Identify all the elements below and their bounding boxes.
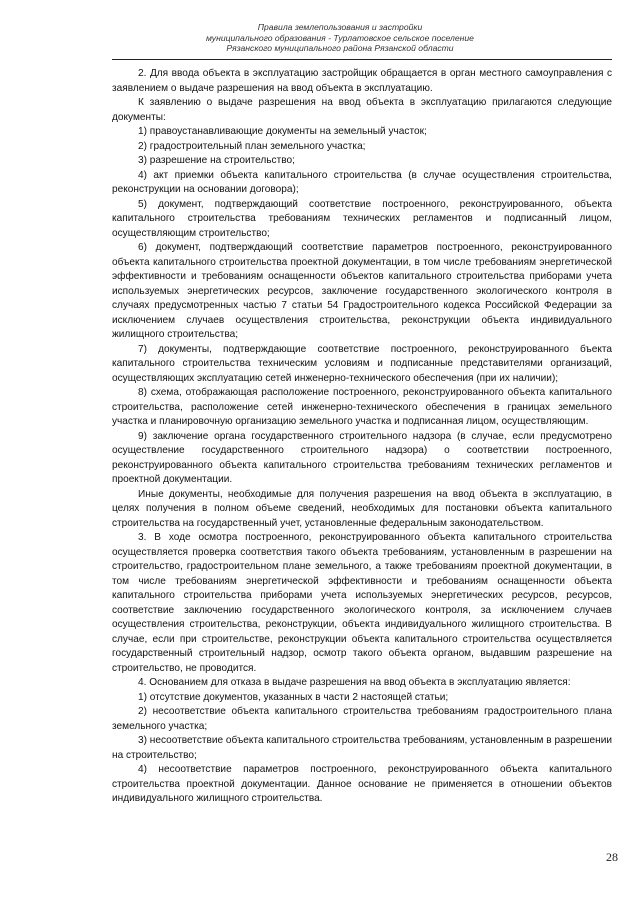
list-item: 1) правоустанавливающие документы на земельный участок; — [138, 126, 427, 137]
header-line-3: Рязанского муниципального района Рязанской области — [226, 43, 454, 53]
header-rule — [112, 59, 612, 60]
list-item: 5) документ, подтверждающий соответствие построенного, реконструированного, объекта капитального строительства требованиям технических регламентов и подписанный лицом, осуществляющим строительство; — [112, 198, 612, 239]
list-item: 1) отсутствие документов, указанных в части 2 настоящей статьи; — [138, 691, 449, 703]
list-item: 3) несоответствие объекта капитального строительства требованиям, установленным в разрешении на строительство; — [112, 735, 612, 761]
paragraph: К заявлению о выдаче разрешения на ввод объекта в эксплуатацию прилагаются следующие документы: — [112, 97, 612, 123]
list-item: 8) схема, отображающая расположение построенного, реконструированного объекта капитального строительства, расположение сетей инженерно-технического обеспечения в границах земельного участка и планировочную организацию земельного участка и подписанная лицом, осуществляющим. — [112, 387, 612, 427]
paragraph: 4. Основанием для отказа в выдаче разрешения на ввод объекта в эксплуатацию является: — [138, 677, 571, 688]
paragraph: 3. В ходе осмотра построенного, реконструированного объекта капитального строительства осуществляется проверка соответствия такого объекта требованиям, установленным в разрешении на строительство, градостроительном плане земельного, а также требованиям проектной документации, в том числе требованиям энергетической эффективности и требованиям оснащенности объекта капитального строительства приборами учета используемых энергетических ресурсов, ресурсов, соответствие заключению государственного экологического контроля, за исключением случаев осуществления строительства, реконструкции, объекта индивидуального жилищного строительства. В случае, если при строительстве, реконструкции объекта капитального строительства осуществляется государственный строительный надзор, осмотр такого объекта органом, выдавшим разрешение на строительство, не проводится. — [112, 532, 612, 674]
list-item: 7) документы, подтверждающие соответствие построенного, реконструированного бъекта капитального строительства техническим условиям и подписанные представителями организаций, осуществляющих эксплуатацию сетей инженерно-технического обеспечения (при их наличии); — [112, 343, 612, 384]
paragraph: Иные документы, необходимые для получения разрешения на ввод объекта в эксплуатацию, в целях получения в полном объеме сведений, необходимых для постановки объекта капитального строительства на государственный учет, установленные федеральным законодательством. — [112, 488, 612, 529]
header-line-2: муниципального образования - Турлатовское сельское поселение — [206, 32, 474, 43]
list-item: 9) заключение органа государственного строительного надзора (в случае, если предусмотрено осуществление государственного строительного надзора) о соответствии построенного, реконструированного объекта капитального строительства требованиям технических регламентов и проектной документации. — [112, 430, 612, 485]
list-item: 2) несоответствие объекта капитального строительства требованиям градостроительного плана земельного участка; — [112, 706, 612, 732]
list-item: 4) акт приемки объекта капитального строительства (в случае осуществления строительства, реконструкции на основании договора); — [112, 169, 612, 195]
list-item: 6) документ, подтверждающий соответствие параметров построенного, реконструированного объекта капитального строительства проектной документации, в том числе требованиям энергетической эффективности и требованиям оснащенности объектов капитального строительства приборами учета используемых энергетических ресурсов, заключение государственного экологического контроля в случаях предусмотренных частью 7 статьи 54 Градостроительного кодекса Российской Федерации за исключением случаев осуществления строительства, реконструкции объекта индивидуального жилищного строительства; — [112, 242, 612, 340]
page-number: 28 — [606, 850, 618, 864]
list-item: 3) разрешение на строительство; — [138, 155, 295, 166]
list-item: 4) несоответствие параметров построенного, реконструированного объекта капитального строительства проектной документации. Данное основание не применяется в отношении объектов индивидуального жилищного строительства. — [112, 764, 612, 804]
paragraph: 2. Для ввода объекта в эксплуатацию застройщик обращается в орган местного самоуправления с заявлением о выдаче разрешения на ввод объекта в эксплуатацию. — [112, 68, 612, 94]
document-body — [112, 67, 612, 807]
list-item: 2) градостроительный план земельного участка; — [138, 140, 366, 152]
header-line-1: Правила землепользования и застройки — [257, 22, 423, 32]
running-header — [60, 22, 620, 54]
